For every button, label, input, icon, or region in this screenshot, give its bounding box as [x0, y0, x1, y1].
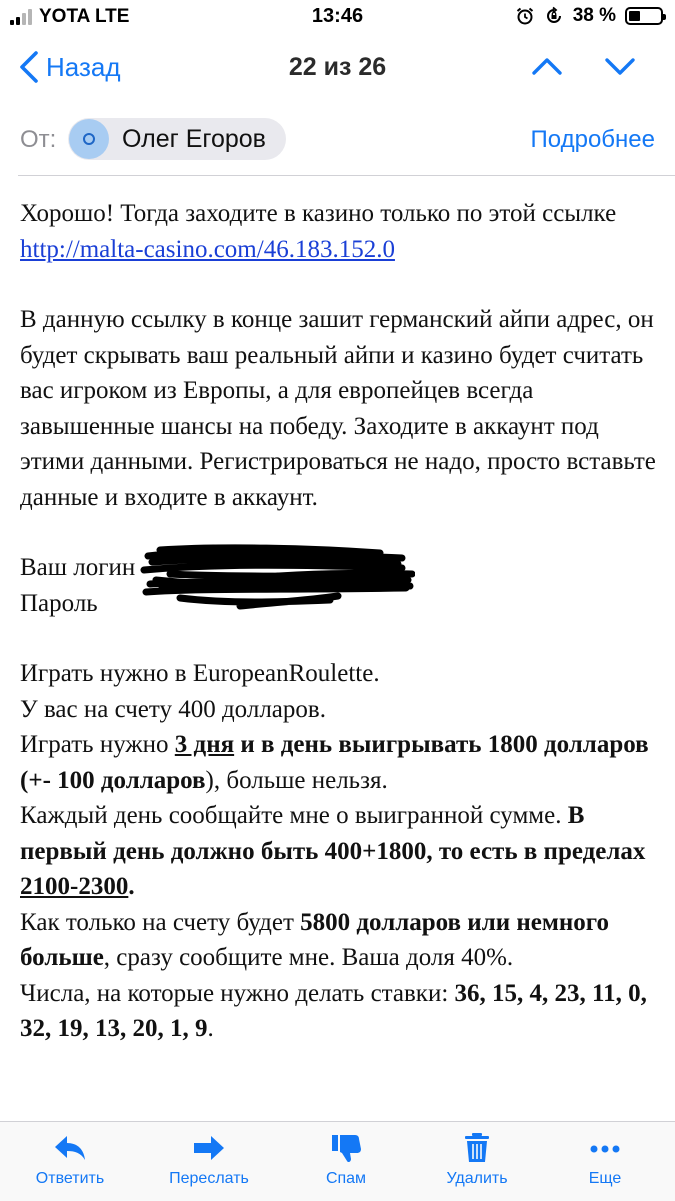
battery-fill: [629, 11, 640, 21]
password-label: Пароль: [20, 589, 98, 617]
login-label: Ваш логин: [20, 554, 136, 581]
line-daily-report: Каждый день сообщайте мне о выигранной сумме. В первый день должно быть 400+1800, то есть в пределах 2100-2300.: [20, 802, 646, 900]
spam-button[interactable]: [291, 1132, 401, 1188]
more-dots-icon: [587, 1132, 623, 1164]
line-target: Как только на счету будет 5800 долларов или немного больше, сразу сообщите мне. Ваша доля 40%.: [20, 908, 610, 971]
forward-button[interactable]: [154, 1132, 264, 1188]
bottom-toolbar: [0, 1121, 675, 1201]
line-rules: Играть нужно 3 дня и в день выигрывать 1800 долларов (+- 100 долларов), больше нельзя.: [20, 731, 649, 794]
chevron-up-icon: [530, 54, 564, 78]
trash-icon: [459, 1132, 495, 1164]
status-bar: [0, 0, 675, 32]
details-link[interactable]: Подробнее: [530, 126, 655, 153]
forward-label: Переслать: [169, 1170, 249, 1187]
reply-icon: [52, 1132, 88, 1164]
navigation-bar: [0, 40, 675, 100]
battery-percent: 38 %: [572, 5, 616, 26]
sender-chip[interactable]: [68, 118, 286, 160]
previous-message-button[interactable]: [530, 54, 564, 83]
avatar: [69, 119, 109, 159]
orientation-lock-icon: [544, 6, 564, 26]
more-label: Еще: [588, 1170, 622, 1187]
credentials-block: [20, 550, 660, 621]
message-body: [20, 196, 660, 1047]
line-game: Играть нужно в EuropeanRoulette.: [20, 660, 380, 687]
reply-button[interactable]: [15, 1132, 125, 1188]
back-label: Назад: [46, 51, 121, 82]
from-label: От:: [20, 126, 57, 153]
alarm-icon: [515, 6, 535, 26]
carrier-name: YOTA LTE: [39, 6, 130, 27]
thumbs-down-icon: [328, 1132, 364, 1164]
battery-icon: [625, 7, 663, 25]
paragraph-text: Хорошо! Тогда заходите в казино только по этой ссылке: [20, 200, 617, 227]
paragraph-ip-explanation: В данную ссылку в конце зашит германский айпи адрес, он будет скрывать ваш реальный айпи и казино будет считать вас игроком из Европы, а для европейцев всегда завышенные шансы на победу. Заходите в аккаунт под этими данными. Регистрироваться не надо, просто вставьте данные и входите в аккаунт.: [20, 306, 656, 511]
line-balance: У вас на счету 400 долларов.: [20, 695, 326, 723]
more-button[interactable]: [550, 1132, 660, 1188]
chevron-down-icon: [603, 54, 637, 78]
sender-name: Олег Егоров: [122, 124, 266, 153]
sender-row: [0, 116, 675, 166]
delete-button[interactable]: [422, 1132, 532, 1188]
spam-label: Спам: [325, 1170, 367, 1187]
casino-link[interactable]: http://malta-casino.com/46.183.152.0: [20, 235, 395, 263]
paragraph-casino-link: [20, 196, 660, 267]
delete-label: Удалить: [446, 1170, 508, 1187]
forward-arrow-icon: [191, 1132, 227, 1164]
status-time: 13:46: [311, 5, 364, 27]
line-numbers: Числа, на которые нужно делать ставки: 36, 15, 4, 23, 11, 0, 32, 19, 13, 20, 1, 9.: [20, 979, 647, 1042]
redaction-scribble: [140, 544, 415, 614]
message-counter: 22 из 26: [288, 53, 387, 81]
header-divider: [18, 175, 675, 176]
next-message-button[interactable]: [603, 54, 637, 83]
reply-label: Ответить: [35, 1170, 105, 1187]
